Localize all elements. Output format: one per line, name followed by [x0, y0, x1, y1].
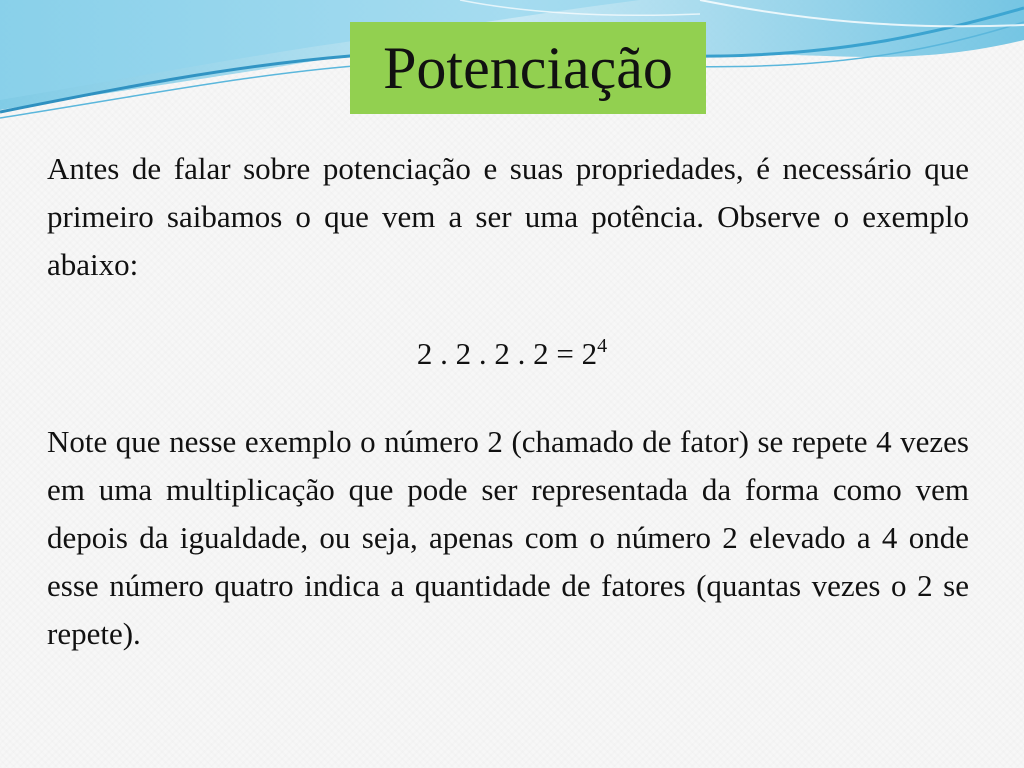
formula: [0, 330, 1024, 378]
intro-paragraph: Antes de falar sobre potenciação e suas propriedades, é necessário que primeiro saibamos o que vem a ser uma potência. Observe o exemplo abaixo:: [47, 151, 969, 282]
slide-title: Potenciação: [383, 35, 673, 101]
formula-expression: 2 . 2 . 2 . 2 = 2: [416, 336, 598, 371]
explanation-paragraph: Note que nesse exemplo o número 2 (chamado de fator) se repete 4 vezes em uma multiplicação que pode ser representada da forma como vem depois da igualdade, ou seja, apenas com o número 2 elevado a 4 onde esse número quatro indica a quantidade de fatores (quantas vezes o 2 se repete).: [47, 424, 969, 651]
title-box: [350, 22, 706, 114]
formula-exponent: 4: [597, 335, 608, 357]
